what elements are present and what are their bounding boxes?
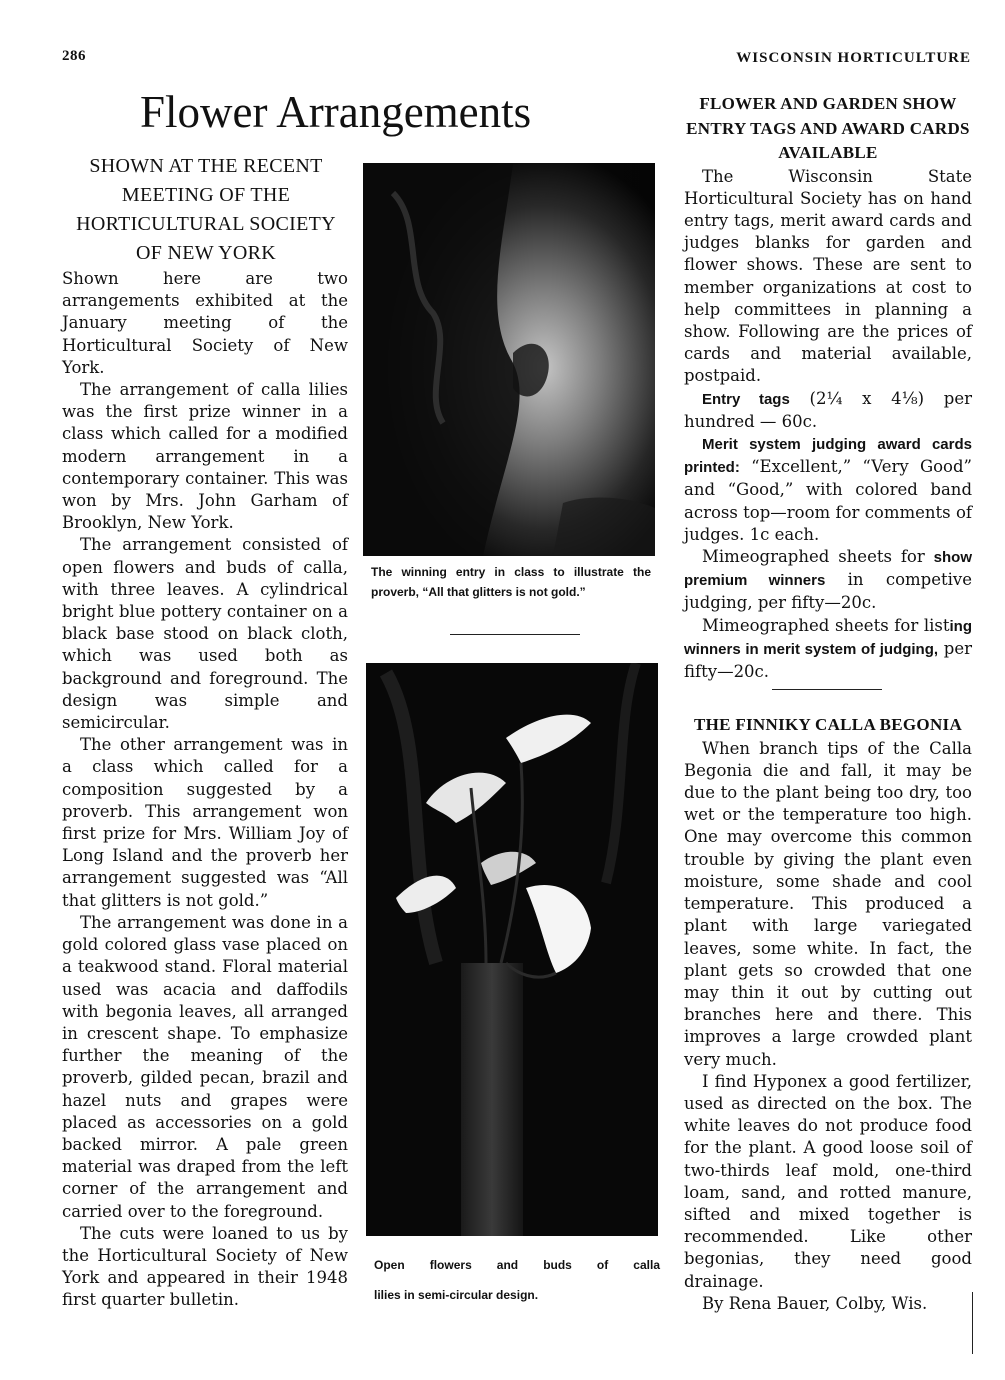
tags-item-text: in competive judging, per fifty—20c. [684, 570, 972, 613]
begonia-paragraph: I find Hyponex a good fertilizer, used as directed on the box. The white leaves do not produce food for the plant. A good loose soil of two-thirds leaf mold, one-third loam, sand, and rotted manure, sifted and mixed together is recommended. Like other begonias, they need good drainage. [684, 1071, 972, 1291]
article-subtitle: SHOWN AT THE RECENT MEETING OF THE HORTICULTURAL SOCIETY OF NEW YORK [76, 155, 336, 264]
article-paragraph: The arrangement of calla lilies was the first prize winner in a class which called for a modified modern arrangement in a contemporary container. This was won by Mrs. John Garham of Brooklyn, New York. [62, 380, 348, 533]
article-body [62, 268, 348, 1312]
photo-caption-proverb: The winning entry in class to illustrate the proverb, “All that glitters is not gold.” [371, 565, 651, 599]
tags-item-entry [684, 388, 972, 433]
photo-caption-calla-line2: lilies in semi-circular design. [374, 1288, 539, 1302]
photo-caption-calla [374, 1250, 660, 1310]
tags-item-text: per fifty—20c. [684, 638, 972, 681]
article-paragraph: The arrangement consisted of open flowers and buds of calla, with three leaves. A cylindrical bright blue pottery container on a black base stood on black cloth, which was used both as background and foreground. The design was simple and semicircular. [62, 535, 348, 733]
tags-item-label: show premium winners [684, 548, 972, 590]
divider-rule [772, 689, 882, 690]
begonia-byline: By Rena Bauer, Colby, Wis. [702, 1293, 928, 1313]
tags-item-merit [684, 433, 972, 546]
begonia-paragraph: When branch tips of the Calla Begonia die and fall, it may be due to the plant being too dry, too wet or the temperature too high. One may overcome this common trouble by giving the plant even moisture, some shade and cool temperature. This produced a plant with large variegated leaves, some white. In fact, the plant gets so crowded that one may thin it out by cutting out branches here and there. This improves a large crowded plant very much. [684, 738, 972, 1069]
photo-caption-calla-line1: Open flowers and buds of calla [374, 1258, 660, 1272]
article-paragraph: The arrangement was done in a gold colored glass vase placed on a teakwood stand. Floral material used was acacia and daffodils with begonia leaves, all arranged in crescent shape. To emphasize further the meaning of the proverb, gilded pecan, brazil and hazel nuts and grapes were placed as accessories on a gold backed mirror. A pale green material was draped from the left corner of the arrangement and carried over to the foreground. [62, 912, 348, 1221]
tags-item-text: (2¼ x 4⅛) per hundred — 60c. [684, 388, 972, 431]
tags-item-mimeo-merit [684, 615, 972, 684]
photo-calla-lilies [366, 663, 658, 1236]
article-paragraph: The cuts were loaned to us by the Horticultural Society of New York and appeared in their 1948 first quarter bulletin. [62, 1223, 348, 1310]
section-spacer [684, 683, 972, 713]
tags-intro: The Wisconsin State Horticultural Society has on hand entry tags, merit award cards and judges blanks for garden and flower shows. These are sent to member organizations at cost to help committees in planning a show. Following are the prices of cards and material available, postpaid. [684, 166, 972, 386]
photo-proverb-arrangement [363, 163, 655, 556]
tags-item-label: Merit system judging award cards printed: [684, 435, 972, 477]
tags-item-mimeo-premium [684, 546, 972, 615]
right-column [684, 92, 972, 1315]
divider-rule [450, 634, 580, 635]
tags-item-pre: Mimeographed sheets for list [702, 615, 950, 635]
page-number: 286 [62, 48, 86, 64]
article-paragraph: The other arrangement was in a class which called for a composition suggested by a proverb. This arrangement won first prize for Mrs. William Joy of Long Island and the proverb her arrangement suggested was “All that glitters is not gold.” [62, 735, 348, 910]
running-title: WISCONSIN HORTICULTURE [736, 50, 971, 66]
tags-item-label: Entry tags [702, 390, 790, 408]
article-title: Flower Arrangements [140, 87, 532, 137]
tags-heading: FLOWER AND GARDEN SHOW ENTRY TAGS AND AWARD CARDS AVAILABLE [686, 94, 970, 162]
vertical-rule [972, 1292, 973, 1354]
tags-item-pre: Mimeographed sheets for [702, 546, 934, 566]
begonia-heading: THE FINNIKY CALLA BEGONIA [693, 715, 963, 735]
tags-item-text: “Excellent,” “Very Good” and “Good,” with colored band across top—room for comments of judges. 1c each. [684, 457, 972, 544]
tags-item-label: ing winners in merit system of judging, [684, 617, 972, 658]
article-paragraph: Shown here are two arrangements exhibited at the January meeting of the Horticultural Society of New York. [62, 269, 348, 377]
